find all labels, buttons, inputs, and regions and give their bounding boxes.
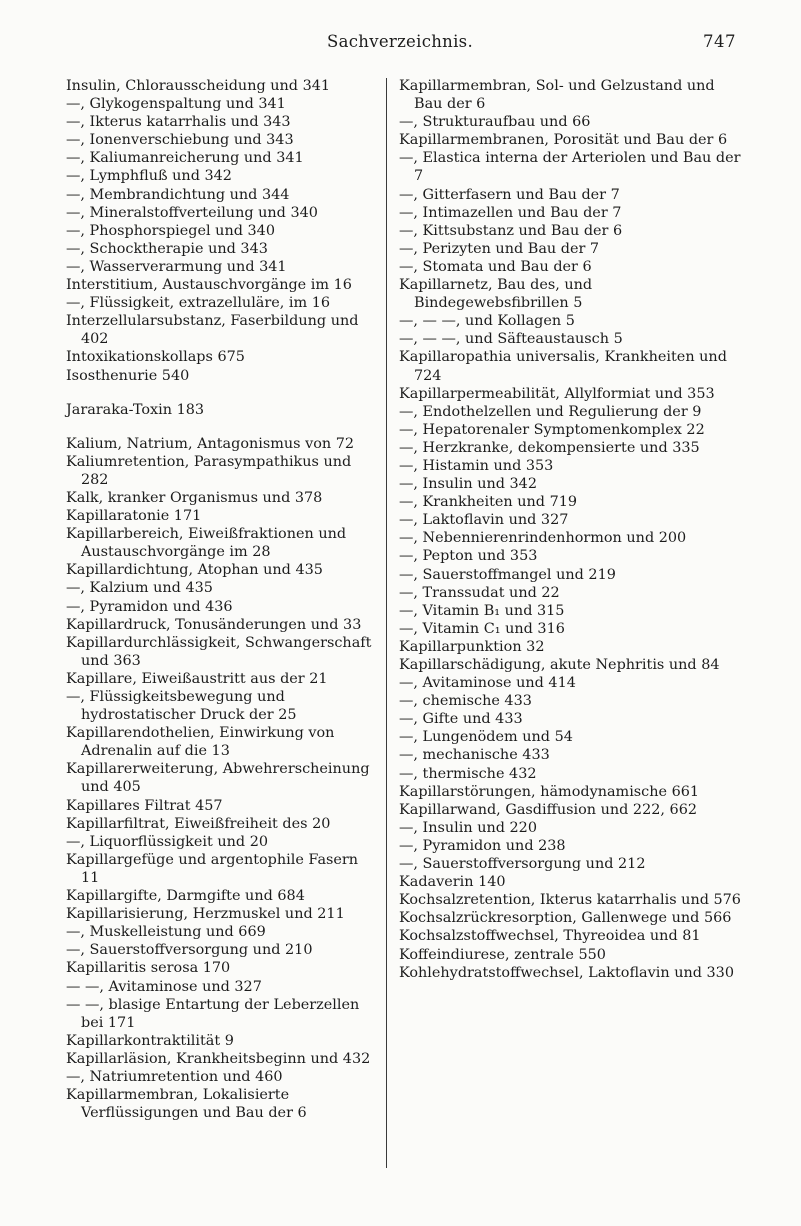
index-entry: Kaliumretention, Parasympathikus und 282 xyxy=(66,453,352,488)
index-entry: Kalk, kranker Organismus und 378 xyxy=(66,489,323,506)
index-entry: —, Hepatorenaler Symptomenkomplex 22 xyxy=(399,421,705,438)
index-entry: Kochsalzstoffwechsel, Thyreoidea und 81 xyxy=(399,928,701,945)
index-entry: —, Wasserverarmung und 341 xyxy=(66,258,287,275)
index-entry: —, Intimazellen und Bau der 7 xyxy=(399,204,622,221)
index-entry: —, Glykogenspaltung und 341 xyxy=(66,96,286,113)
index-entry: —, Membrandichtung und 344 xyxy=(66,186,290,203)
index-entry: —, Nebennierenrindenhormon und 200 xyxy=(399,530,687,547)
index-entry: Kapillardurchlässigkeit, Schwangerschaft und 363 xyxy=(66,634,372,669)
index-entry: Kapillarisierung, Herzmuskel und 211 xyxy=(66,906,345,923)
index-entry: Kapillardichtung, Atophan und 435 xyxy=(66,562,323,579)
index-entry: —, Ionenverschiebung und 343 xyxy=(66,132,294,149)
index-entry: Jararaka-Toxin 183 xyxy=(66,401,205,418)
index-entry: —, Elastica interna der Arteriolen und Bau der 7 xyxy=(399,150,741,185)
page-number: 747 xyxy=(703,32,736,51)
index-entry: Kapillarpunktion 32 xyxy=(399,638,545,655)
index-entry: Interstitium, Austauschvorgänge im 16 xyxy=(66,277,352,294)
index-entry: —, Pyramidon und 436 xyxy=(66,598,233,615)
index-entry: Kapillarstörungen, hämodynamische 661 xyxy=(399,783,700,800)
index-entry: —, Liquorflüssigkeit und 20 xyxy=(66,833,269,850)
index-entry: Koffeindiurese, zentrale 550 xyxy=(399,946,606,963)
index-column-right xyxy=(399,77,745,982)
index-entry: —, Sauerstoffversorgung und 210 xyxy=(66,942,313,959)
index-entry: —, — —, und Säfteaustausch 5 xyxy=(399,331,623,348)
index-entry: —, Histamin und 353 xyxy=(399,457,554,474)
index-entry: Kochsalzretention, Ikterus katarrhalis und 576 xyxy=(399,892,741,909)
index-entry: —, Kalzium und 435 xyxy=(66,580,213,597)
index-entry: Kapillarkontraktilität 9 xyxy=(66,1032,234,1049)
index-entry: Kapillarmembran, Lokalisierte Verflüssigungen und Bau der 6 xyxy=(66,1087,307,1122)
index-entry: —, Ikterus katarrhalis und 343 xyxy=(66,114,291,131)
index-entry: Kapillare, Eiweißaustritt aus der 21 xyxy=(66,670,328,687)
index-entry: —, Natriumretention und 460 xyxy=(66,1068,283,1085)
index-entry: Kalium, Natrium, Antagonismus von 72 xyxy=(66,435,355,452)
index-entry: —, Insulin und 342 xyxy=(399,476,537,493)
index-entry: Kohlehydratstoffwechsel, Laktoflavin und 330 xyxy=(399,964,734,981)
index-entry: —, chemische 433 xyxy=(399,693,532,710)
index-entry: —, Muskelleistung und 669 xyxy=(66,924,266,941)
index-entry: —, Vitamin C₁ und 316 xyxy=(399,620,565,637)
index-entry: —, Krankheiten und 719 xyxy=(399,494,578,511)
index-entry: Kadaverin 140 xyxy=(399,874,506,891)
index-entry: —, Vitamin B₁ und 315 xyxy=(399,602,565,619)
index-entry: Kapillargefüge und argentophile Fasern 11 xyxy=(66,851,359,886)
index-entry: —, Herzkranke, dekompensierte und 335 xyxy=(399,439,700,456)
index-entry: —, thermische 432 xyxy=(399,765,537,782)
index-entry: Kapillarbereich, Eiweißfraktionen und Austauschvorgänge im 28 xyxy=(66,526,347,561)
index-entry: Kapillargifte, Darmgifte und 684 xyxy=(66,888,305,905)
index-entry: —, Phosphorspiegel und 340 xyxy=(66,222,275,239)
column-divider xyxy=(386,78,387,1168)
index-entry: —, Stomata und Bau der 6 xyxy=(399,258,592,275)
index-entry: — —, blasige Entartung der Leberzellen bei 171 xyxy=(66,996,360,1031)
index-entry: —, Schocktherapie und 343 xyxy=(66,240,268,257)
index-entry: —, Endothelzellen und Regulierung der 9 xyxy=(399,403,702,420)
index-entry: —, Transsudat und 22 xyxy=(399,584,560,601)
index-entry: —, Sauerstoffversorgung und 212 xyxy=(399,856,646,873)
index-entry: Kapillarerweiterung, Abwehrerscheinung und 405 xyxy=(66,761,370,796)
index-entry: Kapillaropathia universalis, Krankheiten und 724 xyxy=(399,349,727,384)
index-entry: Kapillarläsion, Krankheitsbeginn und 432 xyxy=(66,1050,371,1067)
index-entry: —, Mineralstoffverteilung und 340 xyxy=(66,204,318,221)
index-entry: Kapillarnetz, Bau des, und Bindegewebsfibrillen 5 xyxy=(399,277,593,312)
index-entry: Kapillarpermeabilität, Allylformiat und 353 xyxy=(399,385,715,402)
index-entry: —, Lungenödem und 54 xyxy=(399,729,573,746)
index-entry: Kapillarwand, Gasdiffusion und 222, 662 xyxy=(399,801,698,818)
index-entry: —, Pepton und 353 xyxy=(399,548,538,565)
index-entry: —, Insulin und 220 xyxy=(399,819,537,836)
index-entry: Insulin, Chlorausscheidung und 341 xyxy=(66,78,331,94)
running-title: Sachverzeichnis. xyxy=(326,32,473,51)
index-entry: —, Gitterfasern und Bau der 7 xyxy=(399,186,620,203)
index-entry: —, Kaliumanreicherung und 341 xyxy=(66,150,304,167)
index-entry: Kapillaritis serosa 170 xyxy=(66,960,231,977)
index-entry: Kapillarendothelien, Einwirkung von Adrenalin auf die 13 xyxy=(66,725,335,760)
index-entry: —, Gifte und 433 xyxy=(399,711,523,728)
index-entry: Kapillares Filtrat 457 xyxy=(66,797,223,814)
index-entry: Interzellularsubstanz, Faserbildung und 402 xyxy=(66,313,359,348)
index-entry: Kapillarfiltrat, Eiweißfreiheit des 20 xyxy=(66,815,331,832)
index-entry: Kapillaratonie 171 xyxy=(66,508,202,525)
page-header xyxy=(64,32,736,56)
index-entry: —, Kittsubstanz und Bau der 6 xyxy=(399,222,623,239)
index-entry: —, mechanische 433 xyxy=(399,747,550,764)
index-entry: Kapillarmembran, Sol- und Gelzustand und Bau der 6 xyxy=(399,78,715,113)
index-entry: —, Sauerstoffmangel und 219 xyxy=(399,566,616,583)
index-entry: Intoxikationskollaps 675 xyxy=(66,349,245,366)
index-entry: Kochsalzrückresorption, Gallenwege und 566 xyxy=(399,910,732,927)
index-entry: —, Laktoflavin und 327 xyxy=(399,512,569,529)
index-entry: Kapillarschädigung, akute Nephritis und 84 xyxy=(399,657,720,673)
index-entry: —, Avitaminose und 414 xyxy=(399,675,576,692)
index-entry: —, Flüssigkeitsbewegung und hydrostatischer Druck der 25 xyxy=(66,689,297,724)
index-entry: —, Lymphfluß und 342 xyxy=(66,168,232,185)
index-column-left xyxy=(66,77,378,1122)
index-entry: Isosthenurie 540 xyxy=(66,367,190,384)
index-entry: —, Flüssigkeit, extrazelluläre, im 16 xyxy=(66,295,331,312)
index-entry: —, Strukturaufbau und 66 xyxy=(399,114,591,131)
index-entry: Kapillarmembranen, Porosität und Bau der 6 xyxy=(399,132,728,149)
index-entry: —, Perizyten und Bau der 7 xyxy=(399,240,600,257)
index-entry: —, — —, und Kollagen 5 xyxy=(399,313,575,330)
index-entry: — —, Avitaminose und 327 xyxy=(66,978,262,995)
index-entry: —, Pyramidon und 238 xyxy=(399,837,566,854)
index-entry: Kapillardruck, Tonusänderungen und 33 xyxy=(66,616,362,633)
